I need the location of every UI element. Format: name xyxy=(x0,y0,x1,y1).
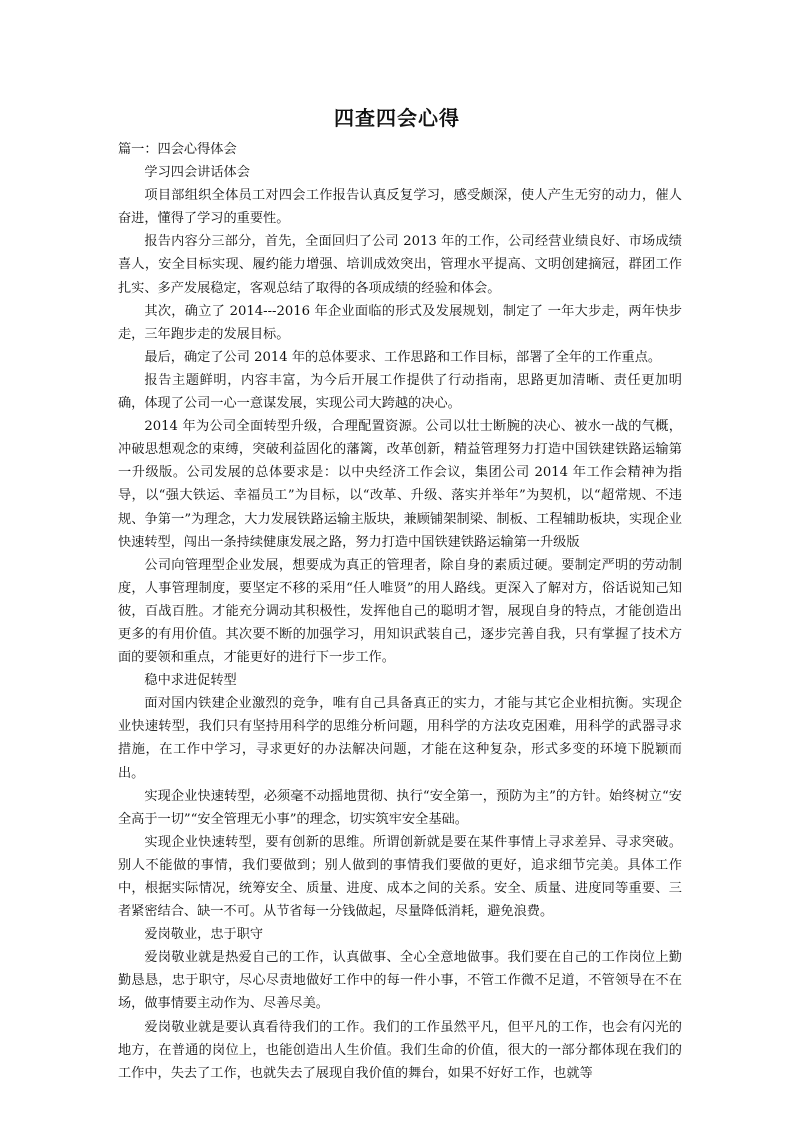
paragraph: 爱岗敬业，忠于职守 xyxy=(144,927,264,943)
paragraph: 报告主题鲜明，内容丰富，为今后开展工作提供了行动指南，思路更加清晰、责任更加明确，体现了公司一心一意谋发展，实现公司大跨越的决心。 xyxy=(118,372,682,412)
paragraph: 公司向管理型企业发展，想要成为真正的管理者，除自身的素质过硬。要制定严明的劳动制度，人事管理制度，要坚定不移的采用“任人唯贤”的用人路线。更深入了解对方，俗话说知己知彼，百战百胜。才能充分调动其积极性，发挥他自己的聪明才智，展现自身的特点，才能创造出更多的有用价值。其次要不断的加强学习，用知识武装自己，逐步完善自我，只有掌握了技术方面的要领和重点，才能更好的进行下一步工作。 xyxy=(118,557,682,666)
paragraph: 爱岗敬业就是要认真看待我们的工作。我们的工作虽然平凡，但平凡的工作，也会有闪光的地方，在普通的岗位上，也能创造出人生价值。我们生命的价值，很大的一部分都体现在我们的工作中，失去了工作，也就失去了展现自我价值的舞台，如果不好好工作，也就等 xyxy=(118,1019,682,1081)
paragraph: 爱岗敬业就是热爱自己的工作，认真做事、全心全意地做事。我们要在自己的工作岗位上勤勤恳恳，忠于职守，尽心尽责地做好工作中的每一件小事，不管工作微不足道，不管领导在不在场，做事情要主动作为、尽善尽美。 xyxy=(118,950,682,1012)
paragraph: 其次，确立了 2014---2016 年企业面临的形式及发展规划，制定了 一年大步走，两年快步走，三年跑步走的发展目标。 xyxy=(118,303,682,342)
paragraph-list xyxy=(118,161,682,1085)
paragraph: 稳中求进促转型 xyxy=(144,673,237,689)
document-body xyxy=(118,138,682,1085)
paragraph: 实现企业快速转型，必须毫不动摇地贯彻、执行“安全第一，预防为主”的方针。始终树立“安全高于一切”“安全管理无小事”的理念，切实筑牢安全基础。 xyxy=(118,788,682,827)
paragraph: 报告内容分三部分，首先，全面回归了公司 2013 年的工作，公司经营业绩良好、市场成绩喜人，安全目标实现、履约能力增强、培训成效突出，管理水平提高、文明创建摘冠，群团工作扎实、多产发展稳定，客观总结了取得的各项成绩的经验和体会。 xyxy=(118,234,682,296)
section-heading: 篇一：四会心得体会 xyxy=(118,142,237,157)
paragraph: 项目部组织全体员工对四会工作报告认真反复学习，感受颇深，使人产生无穷的动力，催人奋进，懂得了学习的重要性。 xyxy=(118,188,682,227)
paragraph: 学习四会讲话体会 xyxy=(144,165,250,181)
paragraph: 2014 年为公司全面转型升级，合理配置资源。公司以壮士断腕的决心、被水一战的气概，冲破思想观念的束缚，突破利益固化的藩篱，改革创新，精益管理努力打造中国铁建铁路运输第一升级版。公司发展的总体要求是：以中央经济工作会议，集团公司 2014 年工作会精神为指导，以“强大铁运、幸福员工”为目标，以“改革、升级、落实并举年”为契机，以“超常规、不违规、争第一”为理念，大力发展铁路运输主版块，兼顾铺架制梁、制板、工程辅助板块，实现企业快速转型，闯出一条持续健康发展之路，努力打造中国铁建铁路运输第一升级版 xyxy=(118,419,682,550)
paragraph: 实现企业快速转型，要有创新的思维。所谓创新就是要在某件事情上寻求差异、寻求突破。别人不能做的事情，我们要做到；别人做到的事情我们要做的更好，追求细节完美。具体工作中，根据实际情况，统筹安全、质量、进度、成本之间的关系。安全、质量、进度同等重要、三者紧密结合、缺一不可。从节省每一分钱做起，尽量降低消耗，避免浪费。 xyxy=(118,834,682,920)
paragraph: 面对国内铁建企业激烈的竞争，唯有自己具备真正的实力，才能与其它企业相抗衡。实现企业快速转型，我们只有坚持用科学的思维分析问题，用科学的方法攻克困难，用科学的武器寻求措施，在工作中学习，寻求更好的办法解决问题，才能在这种复杂，形式多变的环境下脱颖而出。 xyxy=(118,696,682,781)
paragraph: 最后，确定了公司 2014 年的总体要求、工作思路和工作目标，部署了全年的工作重点。 xyxy=(144,349,662,365)
page-title: 四查四会心得 xyxy=(334,106,460,130)
